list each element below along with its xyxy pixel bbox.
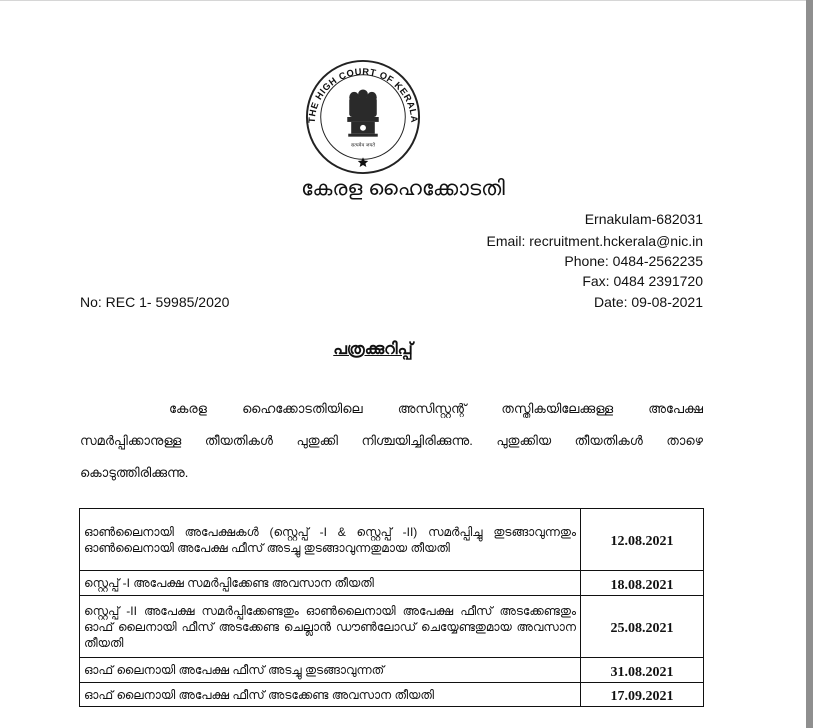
address-location: Ernakulam-682031 (584, 211, 703, 227)
seal-motto: सत्यमेव जयते (350, 142, 376, 149)
schedule-date: 12.08.2021 (581, 509, 704, 571)
document-title: കേരള ഹൈക്കോടതി (301, 177, 505, 200)
schedule-date: 31.08.2021 (581, 658, 704, 683)
lion-capital-icon (347, 89, 378, 136)
page-top-edge (0, 0, 813, 1)
schedule-description: സ്റ്റെപ്പ് -I അപേക്ഷ സമർപ്പിക്കേണ്ട അവസാന തീയതി (80, 571, 581, 596)
table-row (80, 658, 704, 683)
press-release-heading: പത്രക്കുറിപ്പ് (333, 341, 413, 358)
high-court-seal-emblem (304, 58, 422, 176)
schedule-table (79, 508, 704, 707)
viewer-scrollbar[interactable] (806, 0, 813, 728)
address-phone: Phone: 0484-2562235 (564, 253, 703, 269)
table-row (80, 596, 704, 658)
schedule-date: 17.09.2021 (581, 683, 704, 707)
reference-number: No: REC 1- 59985/2020 (80, 294, 230, 310)
schedule-description: ഓഫ് ലൈനായി അപേക്ഷ ഫീസ് അടക്കേണ്ട അവസാന തീയതി (80, 683, 581, 707)
notice-paragraph: കേരള ഹൈക്കോടതിയിലെ അസിസ്റ്റന്റ് തസ്തികയിലേക്കുള്ള അപേക്ഷ സമർപ്പിക്കാനുള്ള തീയതികൾ പുതുക്കി നിശ്ചയിച്ചിരിക്കുന്നു. പുതുക്കിയ തീയതികൾ താഴെ കൊടുത്തിരിക്കുന്നു. (80, 401, 703, 480)
schedule-description: ഓഫ് ലൈനായി അപേക്ഷ ഫീസ് അടച്ചു തുടങ്ങാവുന്നത് (80, 658, 581, 683)
address-fax: Fax: 0484 2391720 (582, 273, 703, 289)
table-row (80, 509, 704, 571)
schedule-date: 25.08.2021 (581, 596, 704, 658)
schedule-date: 18.08.2021 (581, 571, 704, 596)
table-row (80, 571, 704, 596)
seal-ring-text: THE HIGH COURT OF KERALA (306, 66, 420, 124)
schedule-description: ഓൺലൈനായി അപേക്ഷകൾ (സ്റ്റെപ്പ് -I & സ്റ്റെപ്പ് -II) സമർപ്പിച്ചു തുടങ്ങാവുന്നതും ഓൺലൈനായി അപേക്ഷ ഫീസ് അടച്ചു തുടങ്ങാവുന്നതുമായ തീയതി (80, 509, 581, 571)
schedule-description: സ്റ്റെപ്പ് -II അപേക്ഷ സമർപ്പിക്കേണ്ടതും ഓൺലൈനായി അപേക്ഷ ഫീസ് അടക്കേണ്ടതും ഓഫ് ലൈനായി ഫീസ് അടക്കേണ്ട ചെല്ലാൻ ഡൗൺലോഡ് ചെയ്യേണ്ടതുമായ അവസാന തീയതി (80, 596, 581, 658)
address-email: Email: recruitment.hckerala@nic.in (486, 233, 703, 249)
document-date: Date: 09-08-2021 (594, 294, 703, 310)
table-row (80, 683, 704, 707)
